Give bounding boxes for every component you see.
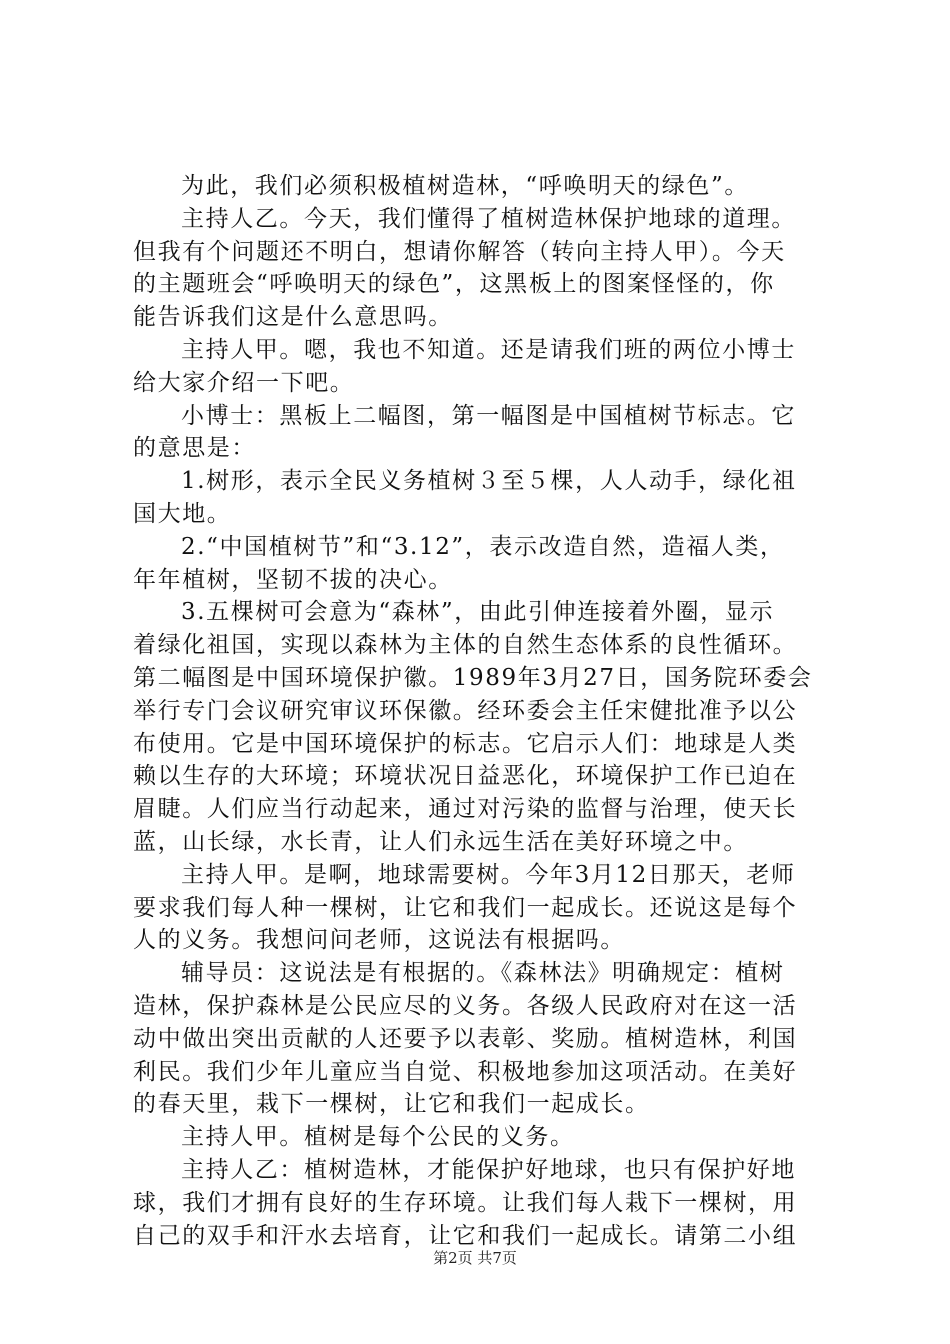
paragraph-line: 主持人乙：植树造林，才能保护好地球，也只有保护好地 xyxy=(181,1157,796,1183)
paragraph-line: 能告诉我们这是什么意思吗。 xyxy=(133,304,453,330)
paragraph-line: 布使用。它是中国环境保护的标志。它启示人们：地球是人类 xyxy=(133,731,798,757)
paragraph-line: 造林，保护森林是公民应尽的义务。各级人民政府对在这一活 xyxy=(133,993,798,1019)
paragraph-line: 小博士：黑板上二幅图，第一幅图是中国植树节标志。它 xyxy=(181,403,796,429)
paragraph-line: 主持人甲。是啊，地球需要树。今年3月12日那天，老师 xyxy=(181,862,796,888)
paragraph-line: 的意思是： xyxy=(133,435,256,461)
paragraph-line: 球，我们才拥有良好的生存环境。让我们每人栽下一棵树，用 xyxy=(133,1190,798,1216)
paragraph-line: 但我有个问题还不明白，想请你解答（转向主持人甲）。今天 xyxy=(133,239,786,265)
paragraph-line: 主持人乙。今天，我们懂得了植树造林保护地球的道理。 xyxy=(181,206,796,232)
paragraph-line: 自己的双手和汗水去培育，让它和我们一起成长。请第二小组 xyxy=(133,1223,798,1249)
paragraph-line: 国大地。 xyxy=(133,501,232,527)
paragraph-line: 2.“中国植树节”和“3.12”，表示改造自然，造福人类， xyxy=(181,534,785,560)
paragraph-line: 的春天里，栽下一棵树，让它和我们一起成长。 xyxy=(133,1091,650,1117)
paragraph-line: 3.五棵树可会意为“森林”，由此引伸连接着外圈，显示 xyxy=(181,599,775,625)
paragraph-line: 动中做出突出贡献的人还要予以表彰、奖励。植树造林，利国 xyxy=(133,1026,798,1052)
paragraph-line: 的主题班会“呼唤明天的绿色”，这黑板上的图案怪怪的，你 xyxy=(133,271,775,297)
page-footer: 第2页 共7页 xyxy=(433,1249,517,1267)
paragraph-line: 第二幅图是中国环境保护徽。1989年3月27日，国务院环委会 xyxy=(133,665,813,691)
paragraph-line: 要求我们每人种一棵树，让它和我们一起成长。还说这是每个 xyxy=(133,895,798,921)
paragraph-line: 为此，我们必须积极植树造林，“呼唤明天的绿色”。 xyxy=(181,173,749,199)
paragraph-line: 蓝，山长绿，水长青，让人们永远生活在美好环境之中。 xyxy=(133,829,748,855)
paragraph-line: 着绿化祖国，实现以森林为主体的自然生态体系的良性循环。 xyxy=(133,632,798,658)
paragraph-line: 利民。我们少年儿童应当自觉、积极地参加这项活动。在美好 xyxy=(133,1059,798,1085)
paragraph-line: 人的义务。我想问问老师，这说法有根据吗。 xyxy=(133,927,625,953)
paragraph-line: 给大家介绍一下吧。 xyxy=(133,370,355,396)
paragraph-line: 赖以生存的大环境；环境状况日益恶化，环境保护工作已迫在 xyxy=(133,763,798,789)
paragraph-line: 主持人甲。嗯，我也不知道。还是请我们班的两位小博士 xyxy=(181,337,796,363)
paragraph-line: 1.树形，表示全民义务植树３至５棵，人人动手，绿化祖 xyxy=(181,468,797,494)
paragraph-line: 主持人甲。植树是每个公民的义务。 xyxy=(181,1124,575,1150)
paragraph-line: 辅导员：这说法是有根据的。《森林法》明确规定：植树 xyxy=(181,960,785,986)
paragraph-line: 眉睫。人们应当行动起来，通过对污染的监督与治理，使天长 xyxy=(133,796,798,822)
paragraph-line: 举行专门会议研究审议环保徽。经环委会主任宋健批准予以公 xyxy=(133,698,798,724)
paragraph-line: 年年植树，坚韧不拔的决心。 xyxy=(133,567,453,593)
